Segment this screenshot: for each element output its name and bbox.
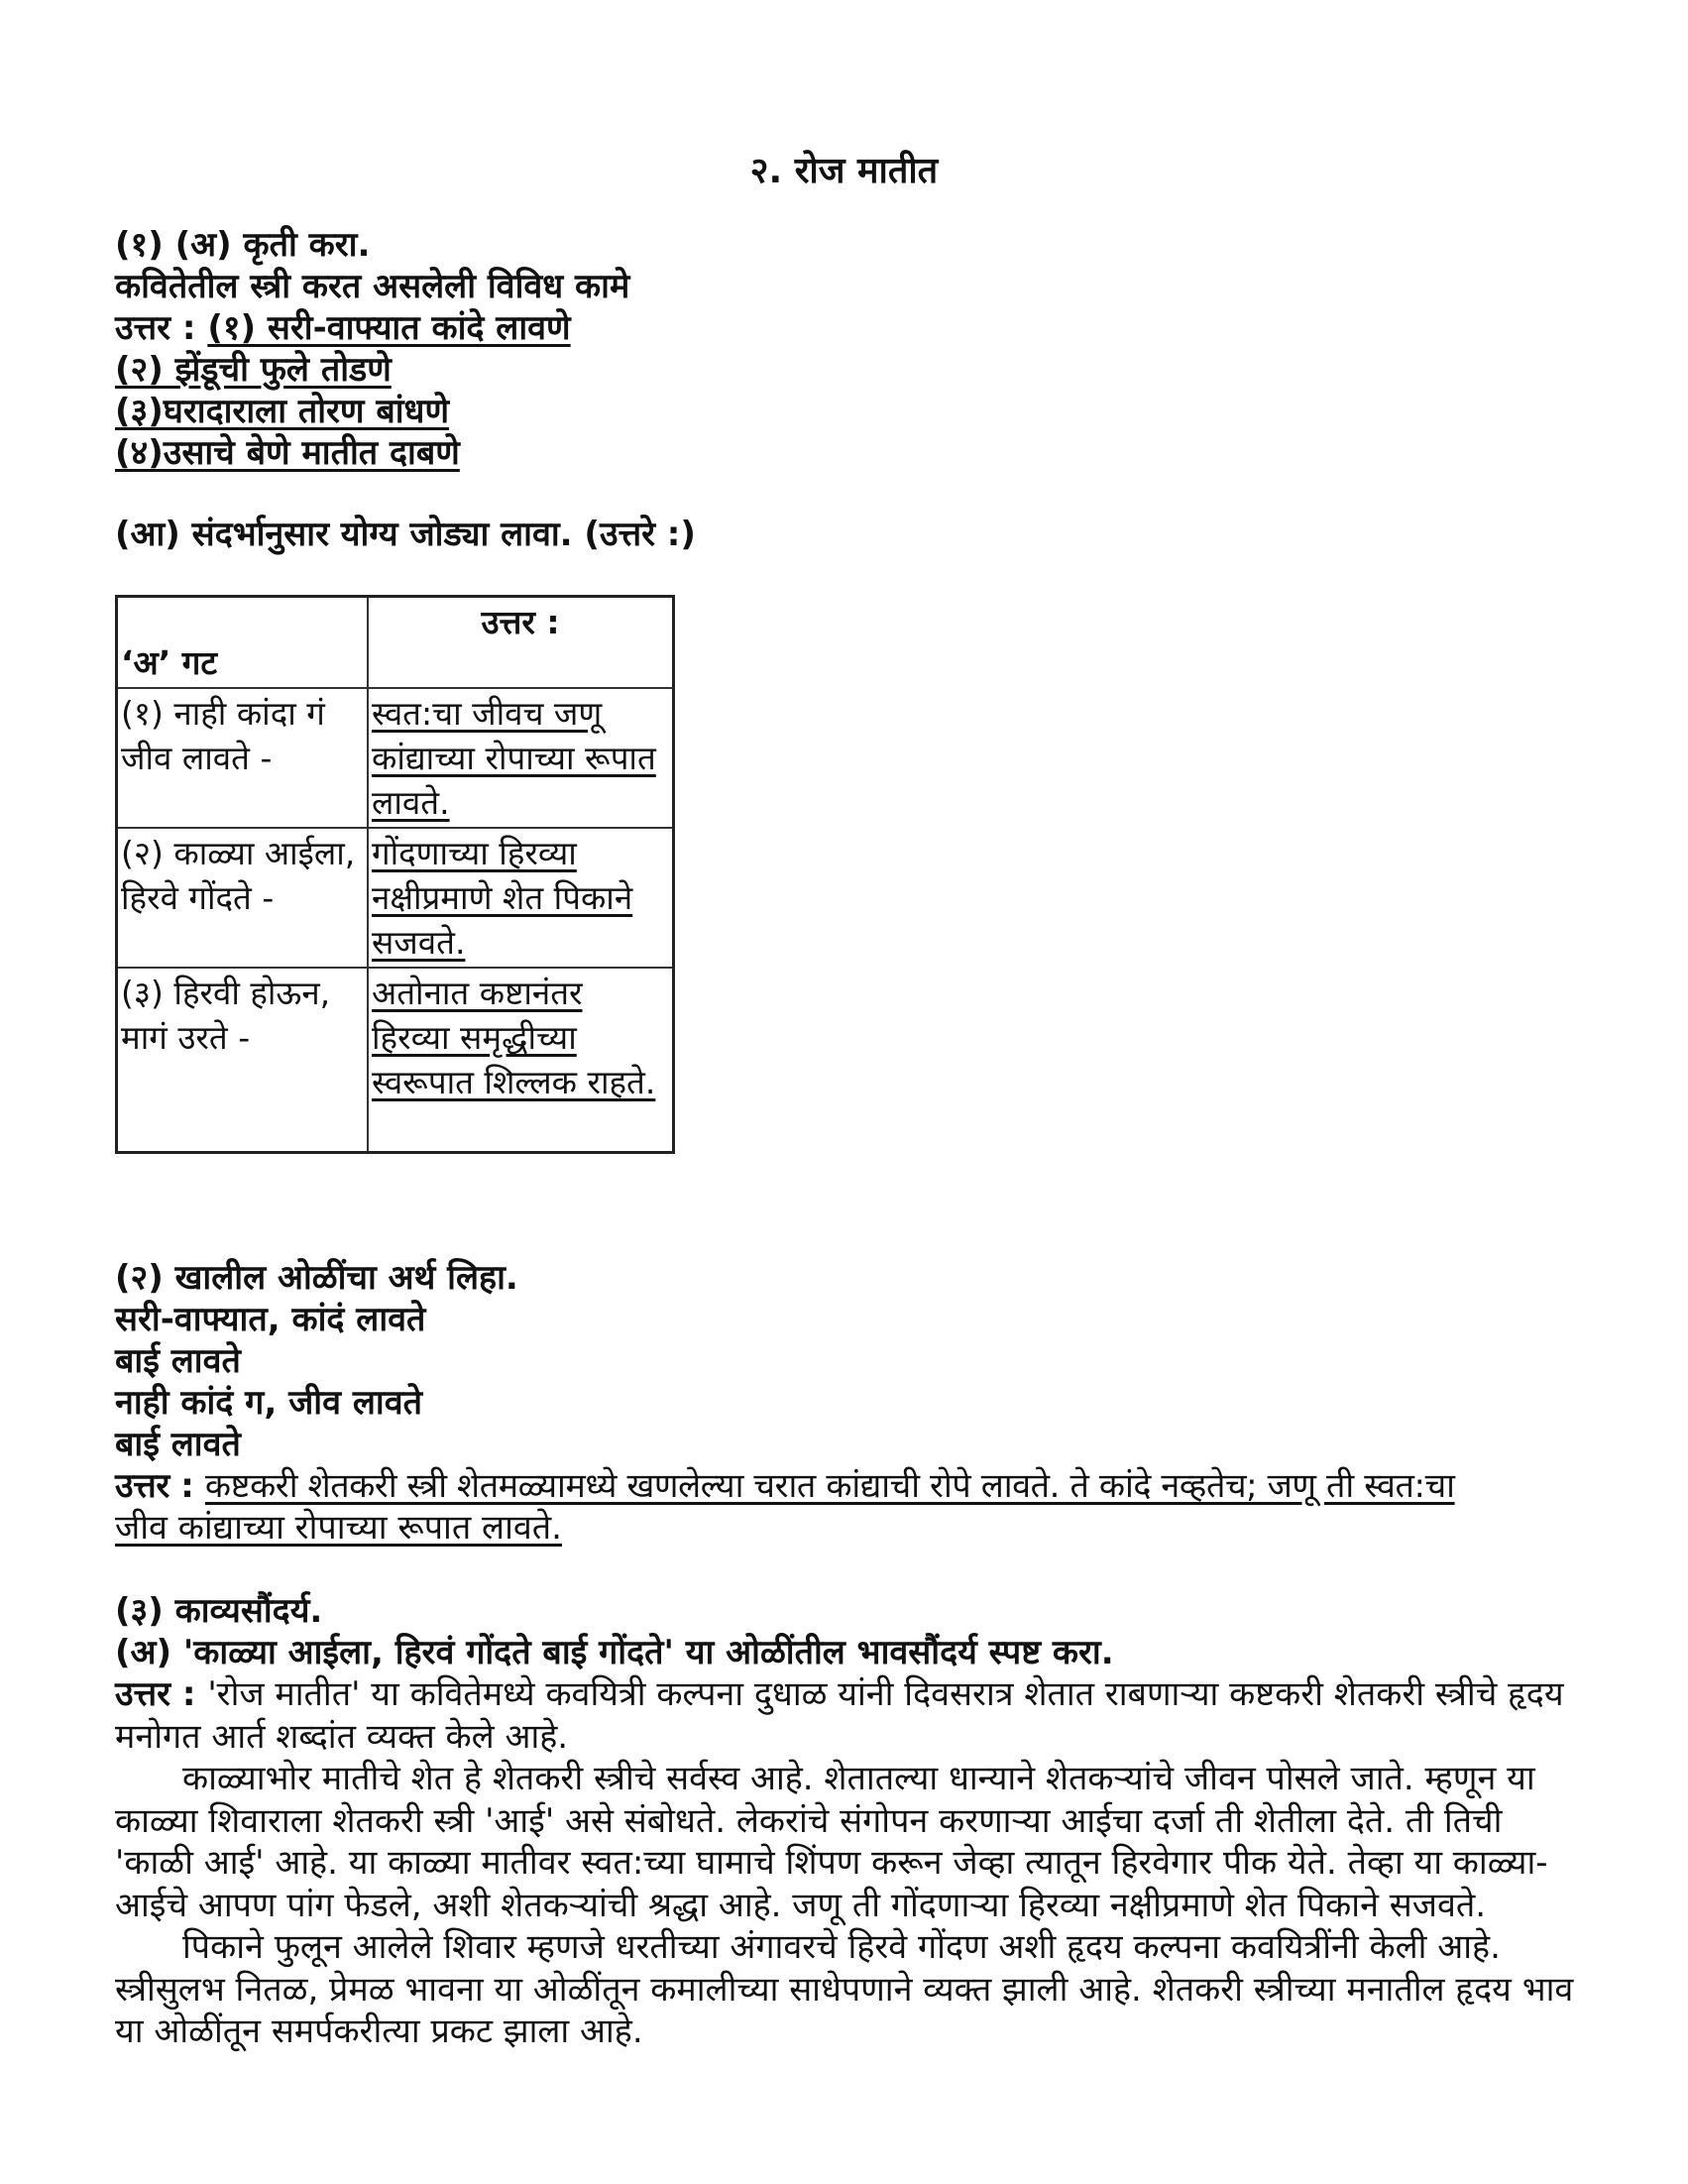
answer-line — [115, 307, 1582, 349]
answer-item: (४)उसाचे बेणे मातीत दाबणे — [115, 433, 460, 473]
table-row — [117, 968, 674, 1153]
table-cell: अतोनात कष्टानंतर हिरव्या समृद्धीच्या स्वरूपात शिल्लक राहते. — [368, 968, 674, 1153]
table-header-row — [117, 597, 674, 689]
answer-item: (२) झेंडूची फुले तोडणे — [115, 350, 392, 390]
answer-paragraph: काळ्याभोर मातीचे शेत हे शेतकरी स्त्रीचे सर्वस्व आहे. शेतातल्या धान्याने शेतकऱ्यांचे जीवन पोसले जाते. म्हणून या काळ्या शिवाराला शेतकरी स्त्री 'आई' असे संबोधते. लेकरांचे संगोपन करणाऱ्या आईचा दर्जा ती शेतीला देते. ती तिची 'काळी आई' आहे. या काळ्या मातीवर स्वत:च्या घामाचे शिंपण करून जेव्हा त्यातून हिरवेगार पीक येते. तेव्हा या काळ्या-आईचे आपण पांग फेडले, अशी शेतकऱ्यांची श्रद्धा आहे. जणू ती गोंदणाऱ्या हिरव्या नक्षीप्रमाणे शेत पिकाने सजवते. — [115, 1759, 1548, 1925]
answer-paragraph — [115, 1673, 1582, 1758]
table-cell: (३) हिरवी होऊन, मागं उरते - — [117, 968, 369, 1153]
matching-table — [115, 595, 675, 1154]
page-title: २. रोज मातीत — [749, 151, 939, 191]
answer-label: उत्तर : — [115, 308, 208, 348]
question-1b-heading: (आ) संदर्भानुसार योग्य जोड्या लावा. (उत्तरे :) — [115, 515, 696, 554]
table-cell: स्वत:चा जीवच जणू कांद्याच्या रोपाच्या रूपात लावते. — [368, 688, 674, 828]
table-row — [117, 688, 674, 828]
question-1a-heading: (१) (अ) कृती करा. — [115, 225, 371, 265]
poem-line: नाही कांदं ग, जीव लावते — [115, 1383, 422, 1423]
answer-item: (३)घरादाराला तोरण बांधणे — [115, 392, 450, 431]
answer-label: उत्तर : — [115, 1674, 208, 1714]
poem-line: सरी-वाफ्यात, कांदं लावते — [115, 1300, 426, 1339]
question-2-section — [115, 1257, 1582, 1549]
question-3-heading: (३) काव्यसौंदर्य. — [115, 1591, 323, 1631]
table-row — [117, 828, 674, 968]
question-3a-prompt: (अ) 'काळ्या आईला, हिरवं गोंदते बाई गोंदते' या ओळींतील भावसौंदर्य स्पष्ट करा. — [115, 1633, 1114, 1672]
table-header-cell: उत्तर : — [368, 597, 674, 689]
answer-label: उत्तर : — [115, 1466, 205, 1506]
answer-text: 'रोज मातीत' या कवितेमध्ये कवयित्री कल्पना दुधाळ यांनी दिवसरात्र शेतात राबणाऱ्या कष्टकरी शेतकरी स्त्रीचे हृदय मनोगत आर्त शब्दांत व्यक्त केले आहे. — [115, 1674, 1564, 1757]
table-header-cell: ‘अ’ गट — [117, 597, 369, 689]
answer-text: कष्टकरी शेतकरी स्त्री शेतमळ्यामध्ये खणलेल्या चरात कांद्याची रोपे लावते. ते कांदे नव्हतेच; जणू ती स्वत:चा — [204, 1466, 1455, 1506]
question-1b-heading-wrap — [115, 514, 1582, 555]
question-3-section — [115, 1590, 1582, 2053]
answer-text: जीव कांद्याच्या रोपाच्या रूपात लावते. — [115, 1508, 562, 1548]
question-1-section — [115, 224, 1582, 474]
answer-item: (१) सरी-वाफ्यात कांदे लावणे — [207, 308, 571, 348]
table-cell: गोंदणाच्या हिरव्या नक्षीप्रमाणे शेत पिकाने सजवते. — [368, 828, 674, 968]
answer-paragraph: पिकाने फुलून आलेले शिवार म्हणजे धरतीच्या अंगावरचे हिरवे गोंदण अशी हृदय कल्पना कवयित्रींनी केली आहे. स्त्रीसुलभ नितळ, प्रेमळ भावना या ओळींतून कमालीच्या साधेपणाने व्यक्त झाली आहे. शेतकरी स्त्रीच्या मनातील हृदय भाव या ओळींतून समर्पकरीत्या प्रकट झाला आहे. — [115, 1927, 1574, 2051]
table-cell: (२) काळ्या आईला, हिरवे गोंदते - — [117, 828, 369, 968]
question-1a-prompt: कवितेतील स्त्री करत असलेली विविध कामे — [115, 267, 630, 306]
table-cell: (१) नाही कांदा गं जीव लावते - — [117, 688, 369, 828]
poem-line: बाई लावते — [115, 1341, 241, 1381]
answer-line — [115, 1465, 1582, 1507]
question-2-heading: (२) खालील ओळींचा अर्थ लिहा. — [115, 1258, 518, 1298]
poem-line: बाई लावते — [115, 1425, 241, 1464]
